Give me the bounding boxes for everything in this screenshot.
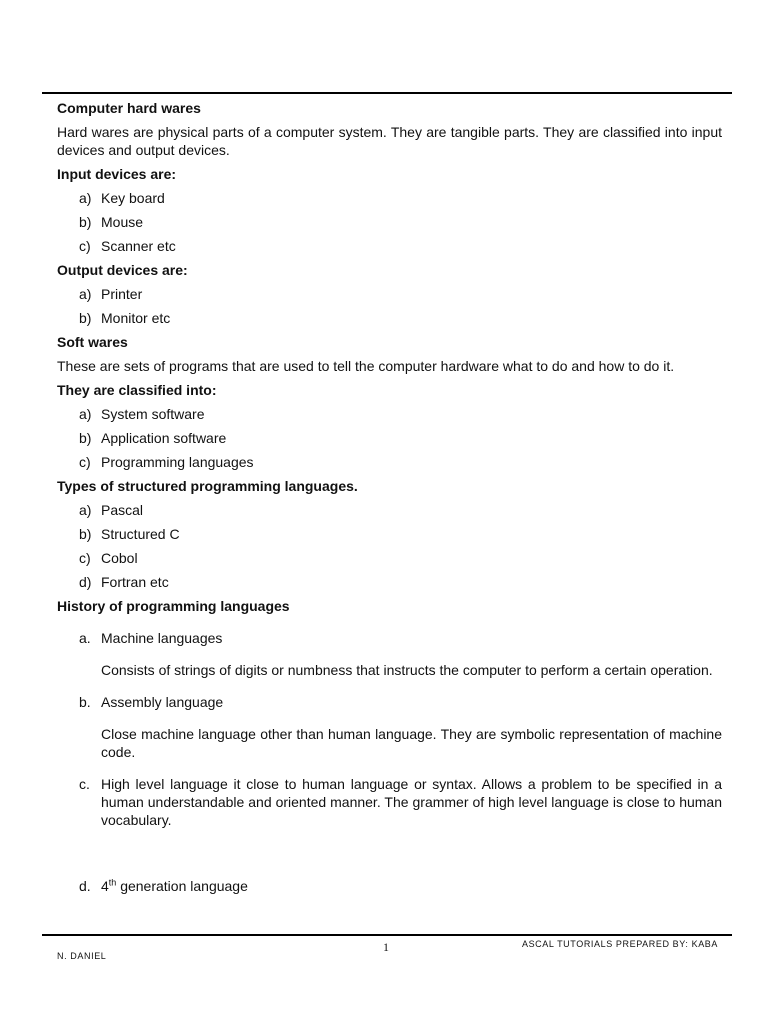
list-item-label: High level language it close to human language or syntax. Allows a problem to be specified in a human understandable and oriented manner. The grammer of high level language is close to human vocabulary. xyxy=(101,776,722,828)
list-input-devices xyxy=(57,189,722,255)
list-marker: a) xyxy=(79,406,92,422)
section-title-hardware: Computer hard wares xyxy=(57,100,201,116)
list-marker: c) xyxy=(79,550,91,566)
list-item xyxy=(57,629,722,647)
list-item xyxy=(57,189,722,207)
list-marker: d. xyxy=(79,878,91,894)
list-item xyxy=(57,525,722,543)
list-item xyxy=(57,693,722,711)
page-content xyxy=(57,99,722,909)
list-marker: a) xyxy=(79,190,92,206)
paragraph-hardware: Hard wares are physical parts of a computer system. They are tangible parts. They are classified into input devices and output devices. xyxy=(57,124,722,158)
section-title-history: History of programming languages xyxy=(57,598,290,614)
list-history xyxy=(57,629,722,895)
list-item-label: Monitor etc xyxy=(101,310,171,326)
footer-text-left: N. DANIEL xyxy=(57,951,107,961)
list-item-label: Pascal xyxy=(101,502,144,518)
header-rule xyxy=(42,92,732,94)
list-marker: b) xyxy=(79,214,92,230)
list-item-detail: Consists of strings of digits or numbness that instructs the computer to perform a certain operation. xyxy=(101,662,713,678)
list-item-label: Structured C xyxy=(101,526,180,542)
list-item-label: Printer xyxy=(101,286,143,302)
list-item-label: Key board xyxy=(101,190,165,206)
footer-rule xyxy=(42,934,732,936)
list-marker: b. xyxy=(79,694,91,710)
list-marker: b) xyxy=(79,310,92,326)
list-item xyxy=(57,429,722,447)
list-item-number: 4 xyxy=(101,878,109,894)
list-marker: a) xyxy=(79,502,92,518)
list-item-label: Scanner etc xyxy=(101,238,176,254)
list-structured-languages xyxy=(57,501,722,591)
list-marker: c. xyxy=(79,776,90,792)
list-item-label: Application software xyxy=(101,430,227,446)
list-item xyxy=(57,309,722,327)
list-item xyxy=(57,877,722,895)
list-item-label: Machine languages xyxy=(101,630,223,646)
list-item-label: Mouse xyxy=(101,214,144,230)
list-item-label: Programming languages xyxy=(101,454,254,470)
list-item xyxy=(57,775,722,829)
list-marker: a) xyxy=(79,286,92,302)
subheading-classified-into: They are classified into: xyxy=(57,382,217,398)
list-item xyxy=(57,549,722,567)
subheading-input-devices: Input devices are: xyxy=(57,166,177,182)
subheading-output-devices: Output devices are: xyxy=(57,262,188,278)
list-item xyxy=(57,453,722,471)
list-item xyxy=(57,285,722,303)
footer-text-right: ASCAL TUTORIALS PREPARED BY: KABA xyxy=(521,939,718,949)
list-item-label: Assembly language xyxy=(101,694,224,710)
section-title-structured-languages: Types of structured programming languages. xyxy=(57,478,358,494)
superscript-ordinal: th xyxy=(108,877,117,888)
list-item xyxy=(57,405,722,423)
list-marker: b) xyxy=(79,526,92,542)
list-software-classes xyxy=(57,405,722,471)
list-item-label: Cobol xyxy=(101,550,138,566)
paragraph-software: These are sets of programs that are used to tell the computer hardware what to do and how to do it. xyxy=(57,358,675,374)
list-marker: b) xyxy=(79,430,92,446)
list-output-devices xyxy=(57,285,722,327)
list-item xyxy=(57,501,722,519)
list-marker: c) xyxy=(79,238,91,254)
list-item xyxy=(57,213,722,231)
list-item-label: System software xyxy=(101,406,205,422)
page-number: 1 xyxy=(383,940,389,954)
list-marker: d) xyxy=(79,574,92,590)
list-marker: c) xyxy=(79,454,91,470)
list-item xyxy=(57,573,722,591)
list-marker: a. xyxy=(79,630,91,646)
list-item xyxy=(57,237,722,255)
list-item-label: generation language xyxy=(116,878,248,894)
list-item-label: Fortran etc xyxy=(101,574,169,590)
list-item-detail: Close machine language other than human language. They are symbolic representation of machine code. xyxy=(101,726,722,760)
section-title-software: Soft wares xyxy=(57,334,128,350)
